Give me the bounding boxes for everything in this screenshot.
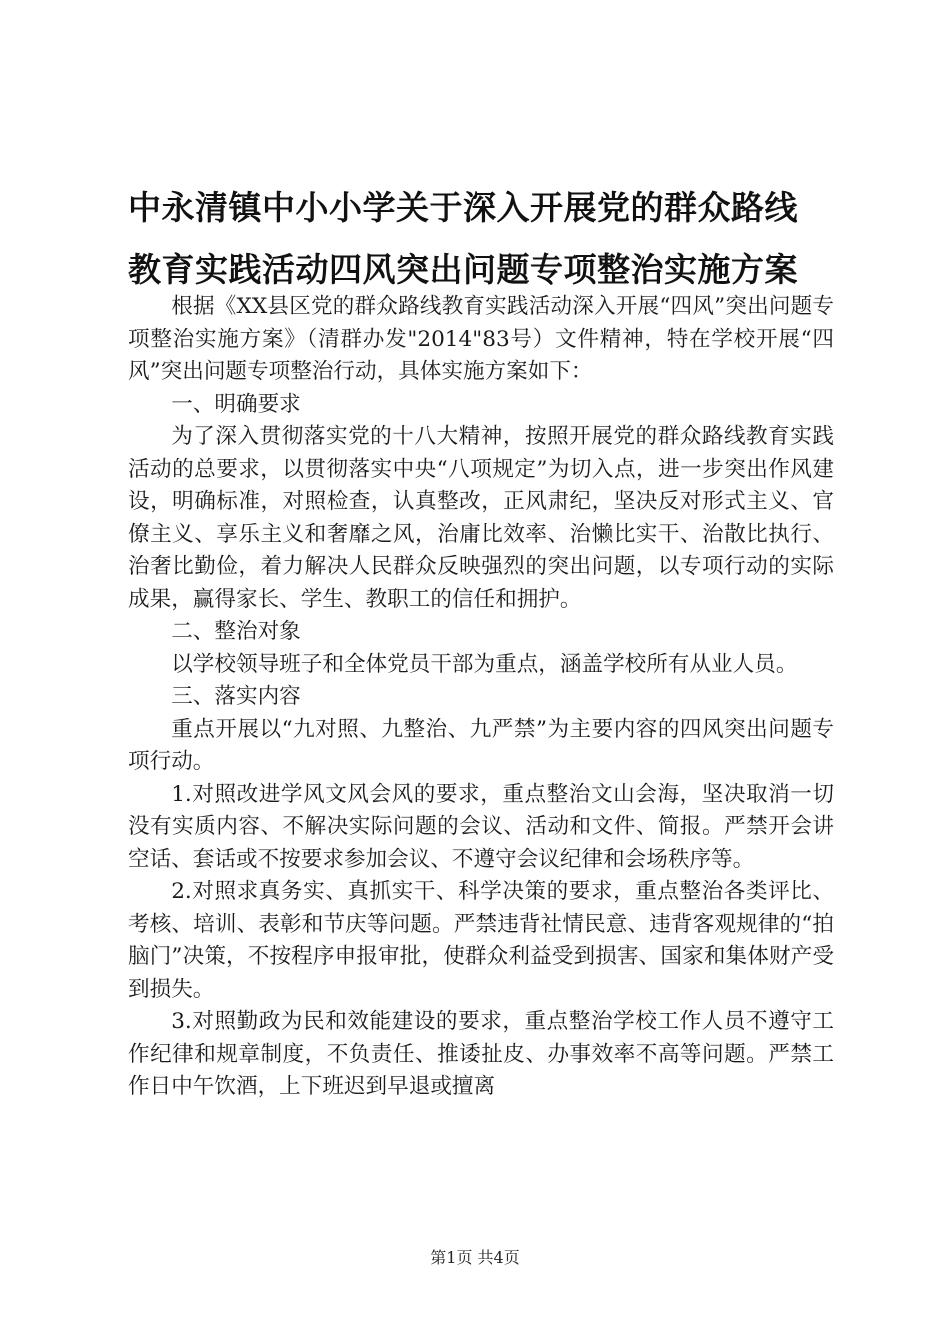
section-1-paragraph: 为了深入贯彻落实党的十八大精神，按照开展党的群众路线教育实践活动的总要求，以贯彻落实中央“八项规定”为切入点，进一步突出作风建设，明确标准，对照检查，认真整改，正风肃纪，坚决反对形式主义、官僚主义、享乐主义和奢靡之风，治庸比效率、治懒比实干、治散比执行、治奢比勤俭，着力解决人民群众反映强烈的突出问题，以专项行动的实际成果，赢得家长、学生、教职工的信任和拥护。 xyxy=(128,424,834,612)
section-2-paragraph: 以学校领导班子和全体党员干部为重点，涵盖学校所有从业人员。 xyxy=(171,651,798,677)
item-2-paragraph: 2.对照求真务实、真抓实干、科学决策的要求，重点整治各类评比、考核、培训、表彰和节庆等问题。严禁违背社情民意、违背客观规律的“拍脑门”决策，不按程序申报审批，使群众利益受到损害、国家和集体财产受到损失。 xyxy=(128,879,834,1002)
document-body xyxy=(128,291,834,1104)
document-title-line-2: 教育实践活动四风突出问题专项整治实施方案 xyxy=(128,250,798,289)
section-heading-3: 三、落实内容 xyxy=(171,684,301,709)
intro-paragraph: 根据《XX县区党的群众路线教育实践活动深入开展“四风”突出问题专项整治实施方案》（清群办发"2014"83号）文件精神，特在学校开展“四风”突出问题专项整治行动，具体实施方案如下： xyxy=(128,294,834,384)
section-heading-2: 二、整治对象 xyxy=(171,619,301,644)
section-3-paragraph: 重点开展以“九对照、九整治、九严禁”为主要内容的四风突出问题专项行动。 xyxy=(128,716,834,774)
item-3-paragraph: 3.对照勤政为民和效能建设的要求，重点整治学校工作人员不遵守工作纪律和规章制度，不负责任、推诿扯皮、办事效率不高等问题。严禁工作日中午饮酒，上下班迟到早退或擅离 xyxy=(128,1009,834,1099)
section-heading-1: 一、明确要求 xyxy=(171,391,301,417)
item-1-paragraph: 1.对照改进学风文风会风的要求，重点整治文山会海，坚决取消一切没有实质内容、不解决实际问题的会议、活动和文件、简报。严禁开会讲空话、套话或不按要求参加会议、不遵守会议纪律和会场秩序等。 xyxy=(128,781,834,872)
page-footer: 第1页 共4页 xyxy=(430,1248,520,1267)
document-title-line-1: 中永清镇中小小学关于深入开展党的群众路线 xyxy=(128,188,798,227)
